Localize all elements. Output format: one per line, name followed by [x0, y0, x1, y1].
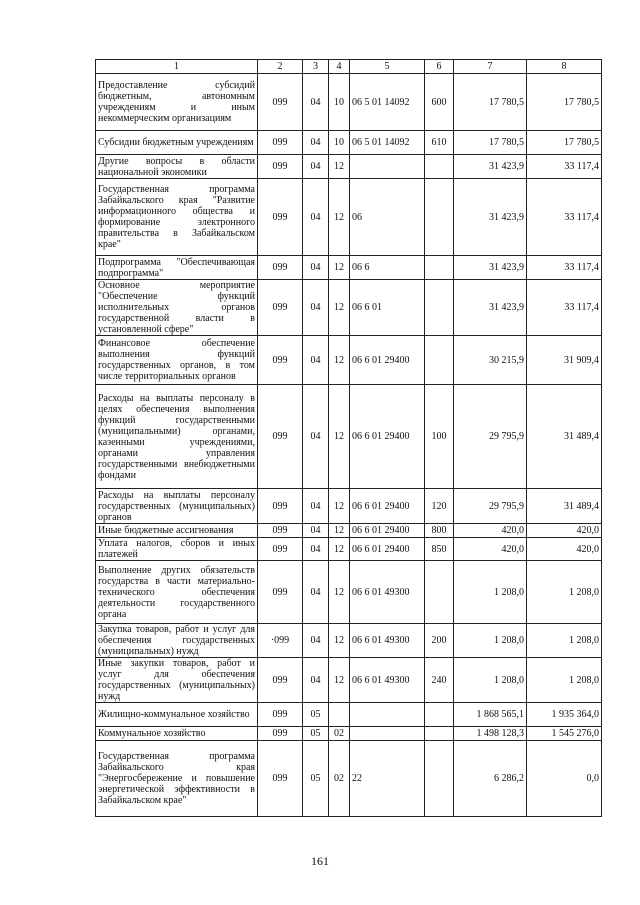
cell-c2: 099 [258, 74, 303, 131]
cell-c8: 33 117,4 [527, 155, 602, 179]
cell-c5: 06 6 01 29400 [350, 524, 425, 538]
table-row [96, 624, 602, 658]
row-name: Жилищно-коммунальное хозяйство [96, 703, 258, 727]
header-cell: 5 [350, 60, 425, 74]
cell-c2: 099 [258, 385, 303, 489]
cell-c3: 04 [303, 385, 329, 489]
cell-c3: 04 [303, 624, 329, 658]
cell-c7: 1 868 565,1 [454, 703, 527, 727]
cell-c3: 04 [303, 538, 329, 561]
cell-c6: 240 [425, 658, 454, 703]
cell-c5: 06 6 01 29400 [350, 336, 425, 385]
table-row [96, 155, 602, 179]
cell-c2: 099 [258, 741, 303, 817]
cell-c5: 06 6 01 29400 [350, 489, 425, 524]
cell-c3: 04 [303, 256, 329, 280]
cell-c4: 12 [329, 336, 350, 385]
cell-c8: 31 909,4 [527, 336, 602, 385]
table-row [96, 179, 602, 256]
cell-c2: 099 [258, 256, 303, 280]
header-cell: 4 [329, 60, 350, 74]
table-row [96, 538, 602, 561]
row-name: Субсидии бюджетным учреждениям [96, 131, 258, 155]
cell-c2: 099 [258, 155, 303, 179]
budget-table [95, 59, 602, 817]
cell-c5: 06 6 [350, 256, 425, 280]
row-name: Расходы на выплаты персоналу государственных (муниципальных) органов [96, 489, 258, 524]
cell-c7: 29 795,9 [454, 489, 527, 524]
cell-c4: 10 [329, 131, 350, 155]
cell-c8: 1 208,0 [527, 561, 602, 624]
table-row [96, 561, 602, 624]
cell-c7: 31 423,9 [454, 256, 527, 280]
cell-c8: 33 117,4 [527, 280, 602, 336]
cell-c8: 1 545 276,0 [527, 727, 602, 741]
cell-c6 [425, 280, 454, 336]
cell-c3: 04 [303, 658, 329, 703]
cell-c8: 33 117,4 [527, 256, 602, 280]
cell-c6 [425, 703, 454, 727]
cell-c5 [350, 703, 425, 727]
table-row [96, 385, 602, 489]
cell-c4: 12 [329, 624, 350, 658]
cell-c5: 06 5 01 14092 [350, 74, 425, 131]
cell-c4: 10 [329, 74, 350, 131]
cell-c5: 06 6 01 49300 [350, 658, 425, 703]
cell-c5: 06 6 01 49300 [350, 624, 425, 658]
cell-c5 [350, 727, 425, 741]
table-row [96, 489, 602, 524]
cell-c6 [425, 155, 454, 179]
row-name: Коммунальное хозяйство [96, 727, 258, 741]
cell-c8: 17 780,5 [527, 131, 602, 155]
cell-c4: 02 [329, 727, 350, 741]
cell-c4: 12 [329, 489, 350, 524]
cell-c7: 30 215,9 [454, 336, 527, 385]
cell-c5: 22 [350, 741, 425, 817]
cell-c2: ·099 [258, 624, 303, 658]
cell-c3: 04 [303, 131, 329, 155]
cell-c8: 33 117,4 [527, 179, 602, 256]
row-name: Иные закупки товаров, работ и услуг для обеспечения государственных (муниципальных) нужд [96, 658, 258, 703]
cell-c6: 200 [425, 624, 454, 658]
cell-c5: 06 [350, 179, 425, 256]
cell-c6 [425, 727, 454, 741]
cell-c5: 06 6 01 49300 [350, 561, 425, 624]
cell-c3: 04 [303, 74, 329, 131]
cell-c6: 100 [425, 385, 454, 489]
header-cell: 3 [303, 60, 329, 74]
cell-c7: 31 423,9 [454, 280, 527, 336]
cell-c2: 099 [258, 703, 303, 727]
cell-c3: 04 [303, 336, 329, 385]
cell-c8: 31 489,4 [527, 489, 602, 524]
cell-c3: 04 [303, 155, 329, 179]
cell-c8: 1 208,0 [527, 624, 602, 658]
cell-c2: 099 [258, 538, 303, 561]
cell-c2: 099 [258, 179, 303, 256]
table-row [96, 703, 602, 727]
cell-c6: 850 [425, 538, 454, 561]
cell-c4: 12 [329, 179, 350, 256]
cell-c5: 06 6 01 29400 [350, 538, 425, 561]
cell-c7: 420,0 [454, 524, 527, 538]
row-name: Финансовое обеспечение выполнения функций государственных органов, в том числе территориальных органов [96, 336, 258, 385]
header-row [96, 60, 602, 74]
cell-c7: 29 795,9 [454, 385, 527, 489]
cell-c2: 099 [258, 561, 303, 624]
table-row [96, 524, 602, 538]
cell-c4: 12 [329, 256, 350, 280]
cell-c3: 04 [303, 179, 329, 256]
cell-c7: 31 423,9 [454, 179, 527, 256]
header-cell: 2 [258, 60, 303, 74]
cell-c6: 120 [425, 489, 454, 524]
cell-c7: 17 780,5 [454, 74, 527, 131]
cell-c6 [425, 179, 454, 256]
cell-c2: 099 [258, 658, 303, 703]
cell-c4: 12 [329, 155, 350, 179]
cell-c2: 099 [258, 131, 303, 155]
cell-c7: 1 208,0 [454, 561, 527, 624]
row-name: Закупка товаров, работ и услуг для обеспечения государственных (муниципальных) нужд [96, 624, 258, 658]
cell-c7: 6 286,2 [454, 741, 527, 817]
cell-c7: 1 208,0 [454, 658, 527, 703]
cell-c8: 420,0 [527, 538, 602, 561]
header-cell: 7 [454, 60, 527, 74]
cell-c5: 06 6 01 29400 [350, 385, 425, 489]
cell-c2: 099 [258, 336, 303, 385]
table-row [96, 741, 602, 817]
cell-c4: 12 [329, 524, 350, 538]
cell-c8: 17 780,5 [527, 74, 602, 131]
cell-c6 [425, 336, 454, 385]
header-cell: 6 [425, 60, 454, 74]
cell-c5 [350, 155, 425, 179]
cell-c8: 31 489,4 [527, 385, 602, 489]
table-row [96, 131, 602, 155]
cell-c2: 099 [258, 524, 303, 538]
row-name: Государственная программа Забайкальского края "Энергосбережение и повышение энергетической эффективности в Забайкальском крае" [96, 741, 258, 817]
cell-c4: 12 [329, 538, 350, 561]
cell-c3: 05 [303, 741, 329, 817]
row-name: Предоставление субсидий бюджетным, автономным учреждениям и иным некоммерческим организациям [96, 74, 258, 131]
header-cell: 8 [527, 60, 602, 74]
cell-c3: 04 [303, 524, 329, 538]
cell-c8: 420,0 [527, 524, 602, 538]
table-row [96, 256, 602, 280]
cell-c4: 12 [329, 561, 350, 624]
table-row [96, 280, 602, 336]
cell-c5: 06 5 01 14092 [350, 131, 425, 155]
cell-c3: 04 [303, 280, 329, 336]
header-cell: 1 [96, 60, 258, 74]
cell-c3: 05 [303, 703, 329, 727]
cell-c4: 02 [329, 741, 350, 817]
table-row [96, 727, 602, 741]
cell-c7: 1 498 128,3 [454, 727, 527, 741]
cell-c6: 610 [425, 131, 454, 155]
cell-c4: 12 [329, 280, 350, 336]
row-name: Подпрограмма "Обеспечивающая подпрограмма" [96, 256, 258, 280]
row-name: Основное мероприятие "Обеспечение функций исполнительных органов государственной власти в установленной сфере" [96, 280, 258, 336]
row-name: Иные бюджетные ассигнования [96, 524, 258, 538]
cell-c8: 0,0 [527, 741, 602, 817]
cell-c8: 1 208,0 [527, 658, 602, 703]
row-name: Выполнение других обязательств государства в части материально-технического обеспечения деятельности государственного органа [96, 561, 258, 624]
row-name: Другие вопросы в области национальной экономики [96, 155, 258, 179]
row-name: Государственная программа Забайкальского края "Развитие информационного общества и формирование электронного правительства в Забайкальском крае" [96, 179, 258, 256]
cell-c4 [329, 703, 350, 727]
cell-c6 [425, 561, 454, 624]
cell-c7: 31 423,9 [454, 155, 527, 179]
cell-c6: 600 [425, 74, 454, 131]
cell-c8: 1 935 364,0 [527, 703, 602, 727]
cell-c6 [425, 741, 454, 817]
cell-c7: 420,0 [454, 538, 527, 561]
table-row [96, 336, 602, 385]
cell-c2: 099 [258, 727, 303, 741]
cell-c3: 05 [303, 727, 329, 741]
cell-c6: 800 [425, 524, 454, 538]
table-row [96, 658, 602, 703]
cell-c6 [425, 256, 454, 280]
cell-c4: 12 [329, 658, 350, 703]
cell-c4: 12 [329, 385, 350, 489]
row-name: Уплата налогов, сборов и иных платежей [96, 538, 258, 561]
cell-c7: 1 208,0 [454, 624, 527, 658]
cell-c7: 17 780,5 [454, 131, 527, 155]
cell-c2: 099 [258, 489, 303, 524]
page-number: 161 [311, 854, 329, 868]
cell-c2: 099 [258, 280, 303, 336]
cell-c3: 04 [303, 561, 329, 624]
row-name: Расходы на выплаты персоналу в целях обеспечения выполнения функций государственными (муниципальными) органами, казенными учреждениями, органами управления государственными внебюджетными фондами [96, 385, 258, 489]
cell-c3: 04 [303, 489, 329, 524]
table-row [96, 74, 602, 131]
cell-c5: 06 6 01 [350, 280, 425, 336]
